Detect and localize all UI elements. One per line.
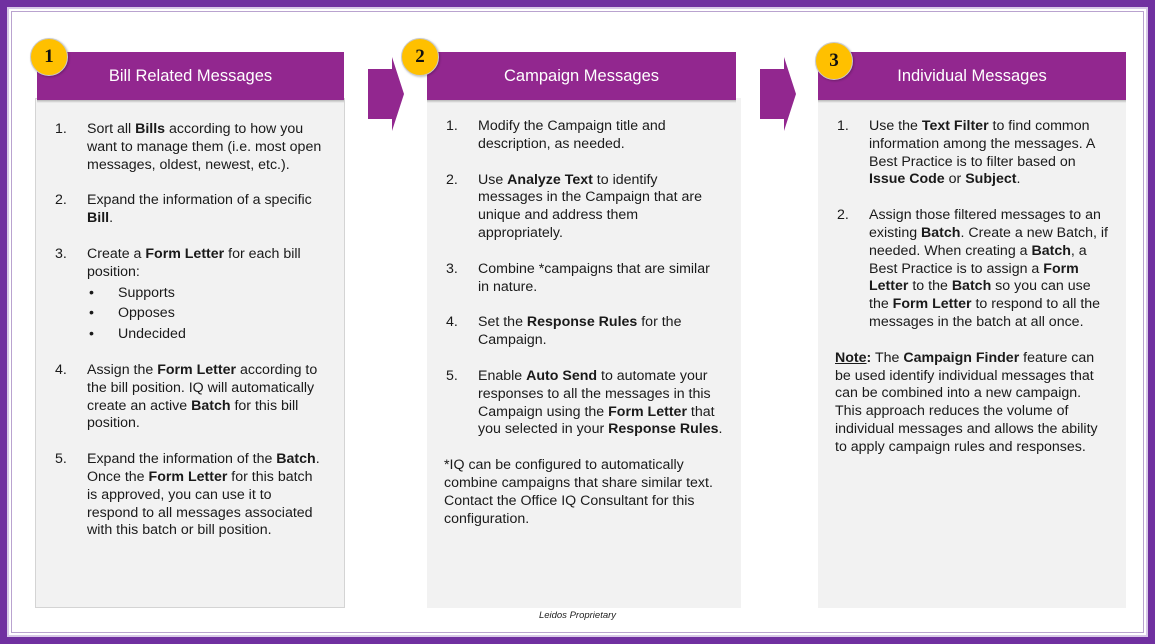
header-title: Individual Messages: [897, 67, 1047, 85]
text-run: Set the: [478, 314, 527, 331]
step-list: [36, 121, 326, 540]
step-text: [478, 172, 723, 243]
step-text: [87, 121, 326, 174]
text-run: or: [944, 171, 966, 188]
header-title: Bill Related Messages: [108, 67, 273, 85]
step-number: 1.: [446, 118, 458, 134]
text-run: . Once the: [87, 451, 320, 485]
bold-term: Response Rules: [526, 314, 638, 331]
header-title: Campaign Messages: [504, 67, 659, 85]
bold-term: Form Letter: [869, 260, 1079, 295]
chevron-arrow-icon: [760, 57, 796, 131]
header-bill-related: [37, 52, 344, 100]
bold-term: :: [866, 349, 872, 366]
step-text: [478, 261, 723, 297]
step-text: [87, 362, 326, 433]
step-text: [87, 246, 326, 282]
text-run: Combine *campaigns that are similar in nature.: [478, 260, 710, 295]
bold-term: Subject: [965, 171, 1017, 188]
text-run: *IQ can be configured to automatically combine campaigns that share similar text. Contact the Office IQ Consultant for this configuration.: [444, 457, 713, 527]
step-number: 2.: [55, 192, 67, 209]
step-number: 2.: [446, 171, 458, 188]
bold-term: Batch: [276, 451, 316, 468]
text-run: .: [718, 421, 723, 438]
bold-term: Note: [835, 349, 867, 366]
step-number: 3.: [446, 260, 458, 277]
bold-term: Bills: [135, 121, 166, 137]
text-run: to respond to all the messages in the batch at all once.: [869, 296, 1101, 330]
text-run: to the: [908, 278, 952, 295]
panel-content: [818, 118, 1110, 457]
step-number: 4.: [55, 361, 67, 378]
text-run: feature can be used identify individual messages that can be combined into a new campaign. This approach reduces the volume of individual messages and allows the ability to apply campaign rules and responses.: [835, 349, 1098, 455]
bold-term: Campaign Finder: [903, 349, 1020, 366]
text-run: that you selected in your: [478, 403, 715, 438]
text-run: Use the: [869, 118, 922, 134]
panel-individual: [818, 98, 1126, 608]
text-run: for this bill position.: [87, 397, 299, 432]
list-item: [427, 314, 723, 350]
text-run: Assign the: [87, 361, 158, 378]
bold-term: Issue Code: [869, 171, 945, 188]
bold-term: Form Letter: [157, 361, 237, 378]
text-run: . Create a new Batch, if needed. When creating a: [869, 224, 1108, 259]
text-run: Enable: [478, 367, 527, 384]
header-campaign: [427, 52, 736, 100]
list-item: [36, 121, 326, 174]
bold-term: Batch: [951, 278, 992, 295]
step-list: [818, 118, 1110, 332]
text-run: Expand the information of a specific: [87, 192, 312, 209]
step-badge-1: 1: [30, 38, 68, 76]
bullet-item: • Supports: [87, 285, 326, 303]
list-item: [427, 261, 723, 297]
text-run: The: [871, 349, 904, 366]
footnote-paragraph: [427, 457, 723, 528]
panel-content: [427, 118, 723, 528]
step-text: [478, 118, 723, 154]
step-number: 1.: [55, 121, 67, 137]
text-run: Modify the Campaign title and description, as needed.: [478, 118, 666, 152]
chevron-arrow-icon: [368, 57, 404, 131]
step-number: 5.: [55, 451, 67, 468]
list-item: [427, 368, 723, 439]
bullet-item: • Undecided: [87, 326, 326, 344]
list-item: [36, 246, 326, 344]
step-number: 1.: [837, 118, 849, 134]
list-item: [36, 192, 326, 228]
list-item: [427, 172, 723, 243]
text-run: , a Best Practice is to assign a: [869, 242, 1087, 277]
text-run: according to the bill position. IQ will automatically create an active: [87, 361, 318, 414]
step-badge-3: 3: [815, 42, 853, 80]
text-run: to find common information among the messages. A Best Practice is to filter based on: [869, 118, 1095, 170]
step-text: [869, 207, 1110, 332]
step-text: [478, 314, 723, 350]
step-number: 4.: [446, 314, 458, 331]
text-run: to identify messages in the Campaign that are unique and address them appropriately.: [478, 171, 702, 241]
text-run: Use: [478, 171, 508, 188]
note-paragraph: [818, 350, 1110, 457]
header-individual: [818, 52, 1126, 100]
bold-term: Form Letter: [148, 468, 228, 485]
text-run: for the Campaign.: [478, 314, 682, 349]
text-run: for this batch is approved, you can use it to respond to all messages associated with this batch or bill position.: [87, 468, 313, 539]
list-item: [818, 207, 1110, 332]
step-text: [478, 368, 723, 439]
bold-term: Bill: [87, 210, 110, 227]
step-number: 3.: [55, 245, 67, 262]
text-run: to automate your responses to all the messages in this Campaign using the: [478, 367, 711, 420]
step-number: 5.: [446, 367, 458, 384]
panel-campaign: [427, 98, 741, 608]
step-text: [87, 192, 326, 228]
text-run: according to how you want to manage them (i.e. most open messages, oldest, newest, etc.).: [87, 121, 322, 173]
text-run: Expand the information of the: [87, 451, 277, 468]
bullet-list: [87, 285, 326, 344]
panel-content: [36, 121, 326, 558]
bold-term: Analyze Text: [507, 171, 593, 188]
bold-term: Text Filter: [921, 118, 989, 134]
step-text: [87, 451, 326, 540]
step-number: 2.: [837, 207, 849, 224]
text-run: Create a: [87, 245, 146, 262]
step-badge-2: 2: [401, 38, 439, 76]
panel-bill-related: [35, 98, 345, 608]
step-text: [869, 118, 1110, 189]
text-run: Assign those filtered messages to an existing: [869, 207, 1101, 241]
footer-proprietary: Leidos Proprietary: [538, 610, 617, 621]
text-run: .: [109, 210, 114, 227]
list-item: [36, 451, 326, 540]
list-item: [427, 118, 723, 154]
bold-term: Batch: [921, 224, 961, 241]
step-list: [427, 118, 723, 439]
bold-term: Batch: [1031, 242, 1071, 259]
text-run: .: [1016, 171, 1021, 188]
list-item: [818, 118, 1110, 189]
list-item: [36, 362, 326, 433]
text-run: Sort all: [87, 121, 136, 137]
text-run: so you can use the: [869, 278, 1091, 313]
bold-term: Response Rules: [608, 421, 719, 438]
bold-term: Auto Send: [526, 367, 598, 384]
text-run: for each bill position:: [87, 245, 301, 280]
bold-term: Form Letter: [892, 296, 972, 313]
bold-term: Form Letter: [145, 245, 225, 262]
bold-term: Form Letter: [608, 403, 687, 420]
bold-term: Batch: [191, 397, 231, 414]
bullet-item: • Opposes: [87, 305, 326, 323]
